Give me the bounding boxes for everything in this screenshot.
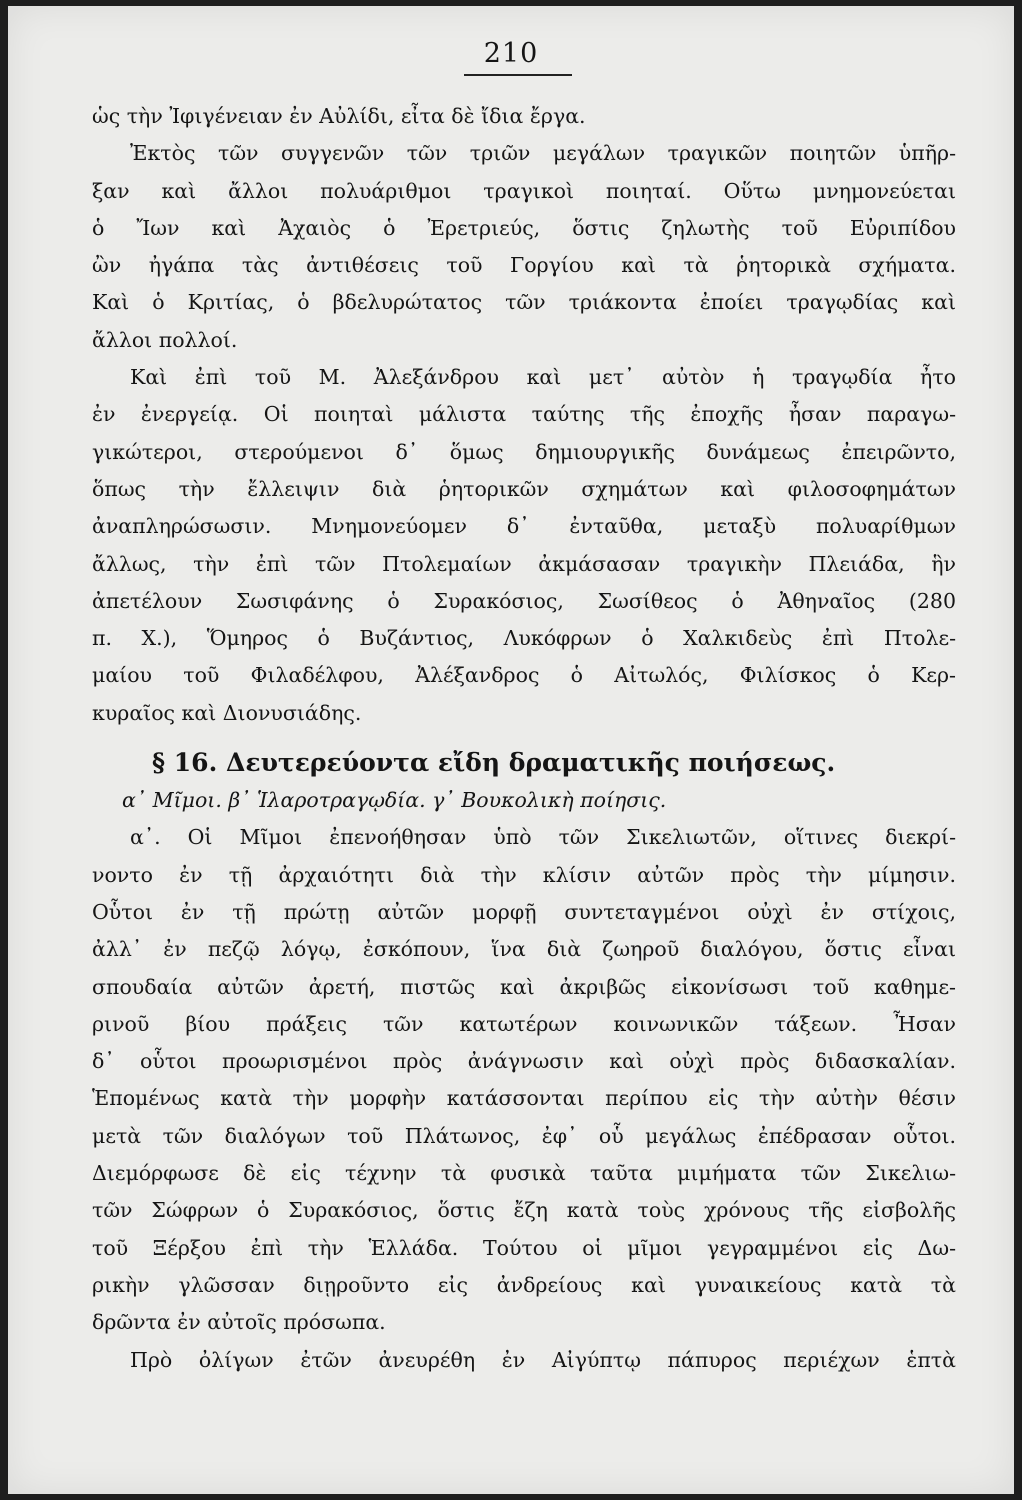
text-line: σπουδαία αὐτῶν ἀρετή, πιστῶς καὶ ἀκριβῶς εἰκονίσωσι τοῦ καθημε- (92, 974, 956, 999)
text-line: ἀναπληρώσωσιν. Μνημονεύομεν δ᾽ ἐνταῦθα, μεταξὺ πολυαρίθμων (92, 514, 956, 539)
text-line: ἀπετέλουν Σωσιφάνης ὁ Συρακόσιος, Σωσίθεος ὁ Ἀθηναῖος (280 (92, 588, 956, 613)
text-line: μαίου τοῦ Φιλαδέλφου, Ἀλέξανδρος ὁ Αἰτωλός, Φιλίσκος ὁ Κερ- (92, 663, 956, 688)
text-line: ἀλλ᾽ ἐν πεζῷ λόγῳ, ἐσκόπουν, ἵνα διὰ ζωηροῦ διαλόγου, ὅστις εἶναι (92, 937, 956, 962)
text-line: ἄλλοι πολλοί. (92, 327, 238, 352)
paragraph-start-line: α᾽. Οἱ Μῖμοι ἐπενοήθησαν ὑπὸ τῶν Σικελιωτῶν, οἵτινες διεκρί- (130, 825, 956, 850)
text-line: τοῦ Ξέρξου ἐπὶ τὴν Ἑλλάδα. Τούτου οἱ μῖμοι γεγραμμένοι εἰς Δω- (92, 1235, 956, 1260)
text-line: Καὶ ὁ Κριτίας, ὁ βδελυρώτατος τῶν τριάκοντα ἐποίει τραγῳδίας καὶ (92, 290, 956, 315)
text-line: ὢν ἠγάπα τὰς ἀντιθέσεις τοῦ Γοργίου καὶ τὰ ῥητορικὰ σχήματα. (92, 253, 956, 278)
body-text (92, 98, 956, 1379)
paragraph-start-line: Καὶ ἐπὶ τοῦ Μ. Ἀλεξάνδρου καὶ μετ᾽ αὐτὸν ἡ τραγῳδία ἦτο (130, 365, 956, 390)
text-line: π. Χ.), Ὅμηρος ὁ Βυζάντιος, Λυκόφρων ὁ Χαλκιδεὺς ἐπὶ Πτολε- (92, 626, 956, 651)
text-line: δρῶντα ἐν αὐτοῖς πρόσωπα. (92, 1310, 386, 1335)
text-line: νοντο ἐν τῇ ἀρχαιότητι διὰ τὴν κλίσιν αὐτῶν πρὸς τὴν μίμησιν. (92, 862, 956, 887)
paragraph-start-line: Ἐκτὸς τῶν συγγενῶν τῶν τριῶν μεγάλων τραγικῶν ποιητῶν ὑπῆρ- (130, 141, 956, 166)
text-line: δ᾽ οὗτοι προωρισμένοι πρὸς ἀνάγνωσιν καὶ οὐχὶ πρὸς διδασκαλίαν. (92, 1049, 956, 1074)
text-line: κυραῖος καὶ Διονυσιάδης. (92, 700, 362, 725)
page-number: 210 (483, 38, 539, 69)
section-subtitle: α᾽ Μῖμοι. β᾽ Ἱλαροτραγῳδία. γ᾽ Βουκολικὴ ποίησις. (122, 788, 667, 813)
text-line: ἐν ἐνεργείᾳ. Οἱ ποιηταὶ μάλιστα ταύτης τῆς ἐποχῆς ἦσαν παραγω- (92, 402, 956, 427)
text-line: Διεμόρφωσε δὲ εἰς τέχνην τὰ φυσικὰ ταῦτα μιμήματα τῶν Σικελιω- (92, 1161, 956, 1186)
text-line: ρινοῦ βίου πράξεις τῶν κατωτέρων κοινωνικῶν τάξεων. Ἦσαν (92, 1011, 956, 1036)
text-line: ξαν καὶ ἄλλοι πολυάριθμοι τραγικοὶ ποιηταί. Οὕτω μνημονεύεται (92, 178, 956, 203)
text-line: μετὰ τῶν διαλόγων τοῦ Πλάτωνος, ἐφ᾽ οὗ μεγάλως ἐπέδρασαν οὗτοι. (92, 1123, 956, 1148)
page-number-rule (464, 74, 572, 76)
text-line: γικώτεροι, στερούμενοι δ᾽ ὅμως δημιουργικῆς δυνάμεως ἐπειρῶντο, (92, 439, 956, 464)
text-line: ὁ Ἴων καὶ Ἀχαιὸς ὁ Ἐρετριεύς, ὅστις ζηλωτὴς τοῦ Εὐριπίδου (92, 215, 956, 240)
book-page (8, 6, 1014, 1494)
text-line: τῶν Σώφρων ὁ Συρακόσιος, ὅστις ἔζη κατὰ τοὺς χρόνους τῆς εἰσβολῆς (92, 1198, 956, 1223)
text-line: Ἑπομένως κατὰ τὴν μορφὴν κατάσσονται περίπου εἰς τὴν αὐτὴν θέσιν (92, 1086, 956, 1111)
text-line: ὅπως τὴν ἔλλειψιν διὰ ῥητορικῶν σχημάτων καὶ φιλοσοφημάτων (92, 476, 956, 501)
section-heading: § 16. Δευτερεύοντα εἴδη δραματικῆς ποιήσεως. (152, 748, 836, 778)
text-line: ἄλλως, τὴν ἐπὶ τῶν Πτολεμαίων ἀκμάσασαν τραγικὴν Πλειάδα, ἣν (92, 551, 956, 576)
paragraph-start-line: Πρὸ ὀλίγων ἐτῶν ἀνευρέθη ἐν Αἰγύπτῳ πάπυρος περιέχων ἑπτὰ (130, 1347, 956, 1372)
text-line: ρικὴν γλῶσσαν διῃροῦντο εἰς ἀνδρείους καὶ γυναικείους κατὰ τὰ (92, 1272, 956, 1297)
text-line: ὡς τὴν Ἰφιγένειαν ἐν Αὐλίδι, εἶτα δὲ ἴδια ἔργα. (92, 104, 586, 128)
text-line: Οὗτοι ἐν τῇ πρώτῃ αὐτῶν μορφῇ συντεταγμένοι οὐχὶ ἐν στίχοις, (92, 899, 956, 924)
